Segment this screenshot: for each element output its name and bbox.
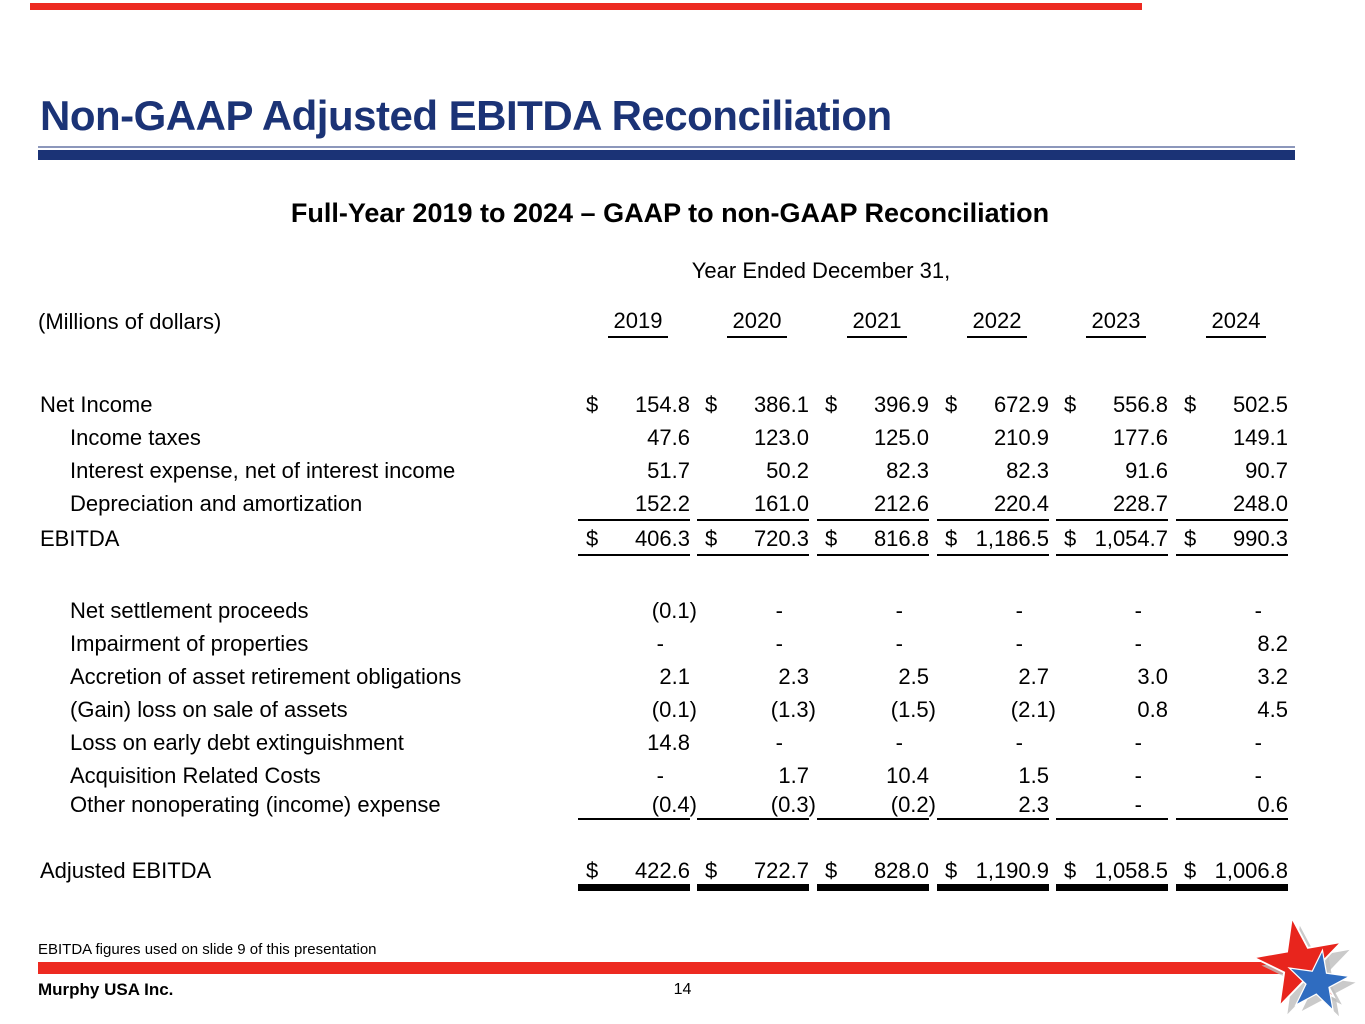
row-label: Net Income (40, 392, 153, 417)
cell-value: 10.4 (886, 763, 929, 788)
dollar-sign: $ (825, 392, 838, 417)
cell-value: - (656, 631, 664, 656)
value-cell (705, 730, 809, 754)
cell-value: 2.3 (778, 664, 809, 689)
value-cell (1176, 792, 1288, 820)
table-row (0, 491, 1365, 521)
dollar-sign: $ (1184, 858, 1197, 883)
year-header-label: 2020 (727, 308, 788, 338)
footer-company: Murphy USA Inc. (38, 980, 174, 999)
cell-value: (0.1) (651, 697, 697, 722)
value-cell (945, 392, 1049, 416)
table-row (0, 458, 1365, 488)
value-cell (1184, 425, 1288, 449)
table-row (0, 730, 1365, 760)
value-cell (705, 763, 809, 787)
cell-value: 828.0 (873, 858, 929, 883)
value-cell (1184, 631, 1288, 655)
dollar-sign: $ (1184, 392, 1197, 417)
value-cell (817, 491, 929, 521)
cell-value: 8.2 (1257, 631, 1288, 656)
cell-value: - (1254, 598, 1262, 623)
year-header-label: 2024 (1206, 308, 1267, 338)
cell-value: 0.8 (1137, 697, 1168, 722)
cell-value: 91.6 (1125, 458, 1168, 483)
cell-value: 990.3 (1232, 526, 1288, 551)
cell-value: 2.7 (1018, 664, 1049, 689)
value-cell (1184, 697, 1288, 721)
value-cell (825, 631, 929, 655)
value-cell (578, 526, 690, 556)
value-cell (586, 458, 690, 482)
cell-value: (1.3) (770, 697, 816, 722)
value-cell (937, 858, 1049, 886)
value-cell (578, 858, 690, 886)
value-cell (1056, 792, 1168, 820)
cell-value: - (775, 631, 783, 656)
value-cell (817, 526, 929, 556)
row-label: Impairment of properties (70, 631, 309, 656)
table-row (0, 392, 1365, 422)
cell-value: 82.3 (886, 458, 929, 483)
cell-value: 14.8 (647, 730, 690, 755)
cell-value: 1.7 (778, 763, 809, 788)
cell-value: - (1134, 631, 1142, 656)
value-cell (1184, 763, 1288, 787)
value-cell (1064, 631, 1168, 655)
value-cell (945, 425, 1049, 449)
cell-value: 0.6 (1257, 792, 1288, 817)
row-label: EBITDA (40, 526, 120, 551)
row-label: Acquisition Related Costs (70, 763, 321, 788)
cell-value: 2.5 (898, 664, 929, 689)
cell-value: - (1015, 598, 1023, 623)
value-cell (586, 763, 690, 787)
cell-value: 90.7 (1245, 458, 1288, 483)
dollar-sign: $ (586, 392, 599, 417)
cell-value: 1,190.9 (975, 858, 1049, 883)
value-cell (586, 730, 690, 754)
value-cell (945, 730, 1049, 754)
dollar-sign: $ (945, 526, 958, 551)
cell-value: 406.3 (634, 526, 690, 551)
value-cell (825, 392, 929, 416)
cell-value: 177.6 (1112, 425, 1168, 450)
cell-value: 722.7 (753, 858, 809, 883)
cell-value: 152.2 (634, 491, 690, 516)
cell-value: - (895, 598, 903, 623)
row-label: Other nonoperating (income) expense (70, 792, 441, 817)
cell-value: 422.6 (634, 858, 690, 883)
value-cell (1064, 458, 1168, 482)
value-cell (705, 392, 809, 416)
dollar-sign: $ (586, 858, 599, 883)
cell-value: 3.2 (1257, 664, 1288, 689)
cell-value: - (775, 730, 783, 755)
value-cell (825, 763, 929, 787)
value-cell (937, 792, 1049, 820)
value-cell (945, 598, 1049, 622)
value-cell (817, 792, 936, 820)
cell-value: - (1015, 631, 1023, 656)
dollar-sign: $ (945, 392, 958, 417)
dollar-sign: $ (705, 858, 718, 883)
cell-value: 212.6 (873, 491, 929, 516)
value-cell (945, 458, 1049, 482)
cell-value: 2.1 (659, 664, 690, 689)
value-cell (1184, 392, 1288, 416)
table-row (0, 664, 1365, 694)
cell-value: 123.0 (753, 425, 809, 450)
dollar-sign: $ (945, 858, 958, 883)
value-cell (705, 631, 809, 655)
dollar-sign: $ (586, 526, 599, 551)
value-cell (1176, 858, 1288, 886)
cell-value: - (1254, 763, 1262, 788)
cell-value: 82.3 (1006, 458, 1049, 483)
value-cell (945, 763, 1049, 787)
dollar-sign: $ (825, 526, 838, 551)
cell-value: 3.0 (1137, 664, 1168, 689)
footnote: EBITDA figures used on slide 9 of this presentation (38, 941, 377, 958)
row-label: Net settlement proceeds (70, 598, 309, 623)
value-cell (945, 697, 1056, 722)
value-cell (705, 697, 816, 722)
value-cell (937, 526, 1049, 556)
dollar-sign: $ (825, 858, 838, 883)
cell-value: (0.1) (651, 598, 697, 623)
cell-value: 4.5 (1257, 697, 1288, 722)
row-label: Interest expense, net of interest income (70, 458, 456, 483)
cell-value: - (1134, 598, 1142, 623)
table-row (0, 526, 1365, 556)
table-row (0, 858, 1365, 888)
dollar-sign: $ (1064, 858, 1077, 883)
value-cell (1056, 858, 1168, 886)
dollar-sign: $ (705, 392, 718, 417)
cell-value: 149.1 (1232, 425, 1288, 450)
value-cell (825, 598, 929, 622)
cell-value: 51.7 (647, 458, 690, 483)
value-cell (578, 491, 690, 521)
year-header-label: 2022 (967, 308, 1028, 338)
cell-value: 816.8 (873, 526, 929, 551)
value-cell (1056, 491, 1168, 521)
cell-value: 248.0 (1232, 491, 1288, 516)
slide-title: Non-GAAP Adjusted EBITDA Reconciliation (40, 92, 892, 139)
value-cell (825, 458, 929, 482)
value-cell (1184, 664, 1288, 688)
cell-value: 1,058.5 (1094, 858, 1168, 883)
year-header-label: 2019 (608, 308, 669, 338)
value-cell (1176, 526, 1288, 556)
cell-value: 502.5 (1232, 392, 1288, 417)
table-row (0, 697, 1365, 727)
dollar-sign: $ (1184, 526, 1197, 551)
cell-value: - (1015, 730, 1023, 755)
cell-value: - (656, 763, 664, 788)
value-cell (697, 491, 809, 521)
value-cell (937, 491, 1049, 521)
table-row (0, 763, 1365, 793)
units-label: (Millions of dollars) (38, 309, 222, 334)
cell-value: 210.9 (993, 425, 1049, 450)
dollar-sign: $ (1064, 392, 1077, 417)
cell-value: 1,186.5 (975, 526, 1049, 551)
cell-value: (0.3) (770, 792, 816, 817)
value-cell (697, 526, 809, 556)
value-cell (825, 664, 929, 688)
value-cell (1064, 697, 1168, 721)
cell-value: - (1134, 730, 1142, 755)
value-cell (586, 664, 690, 688)
cell-value: 1.5 (1018, 763, 1049, 788)
row-label: Accretion of asset retirement obligations (70, 664, 462, 689)
cell-value: 720.3 (753, 526, 809, 551)
table-title: Full-Year 2019 to 2024 – GAAP to non-GAAP Reconciliation (290, 198, 1050, 228)
value-cell (705, 458, 809, 482)
row-label: Loss on early debt extinguishment (70, 730, 404, 755)
value-cell (945, 631, 1049, 655)
value-cell (1064, 598, 1168, 622)
value-cell (586, 598, 697, 623)
cell-value: (2.1) (1010, 697, 1056, 722)
cell-value: 1,006.8 (1214, 858, 1288, 883)
value-cell (705, 664, 809, 688)
cell-value: - (895, 631, 903, 656)
cell-value: 47.6 (647, 425, 690, 450)
value-cell (578, 792, 697, 820)
bottom-accent-bar (38, 962, 1283, 974)
value-cell (1064, 392, 1168, 416)
value-cell (1184, 598, 1288, 622)
value-cell (586, 697, 697, 722)
cell-value: 1,054.7 (1094, 526, 1168, 551)
dollar-sign: $ (1064, 526, 1077, 551)
value-cell (1064, 664, 1168, 688)
cell-value: (0.2) (890, 792, 936, 817)
value-cell (697, 858, 809, 886)
table-caption: Year Ended December 31, (691, 258, 951, 283)
value-cell (586, 425, 690, 449)
year-header-label: 2021 (847, 308, 908, 338)
row-label: Income taxes (70, 425, 201, 450)
value-cell (1184, 730, 1288, 754)
value-cell (586, 631, 690, 655)
cell-value: - (775, 598, 783, 623)
cell-value: 154.8 (634, 392, 690, 417)
table-row (0, 598, 1365, 628)
value-cell (1176, 491, 1288, 521)
cell-value: (1.5) (890, 697, 936, 722)
value-cell (1064, 730, 1168, 754)
cell-value: 556.8 (1112, 392, 1168, 417)
table-row (0, 425, 1365, 455)
value-cell (825, 730, 929, 754)
cell-value: 50.2 (766, 458, 809, 483)
value-cell (825, 697, 936, 722)
value-cell (945, 664, 1049, 688)
row-label: Adjusted EBITDA (40, 858, 212, 883)
cell-value: 396.9 (873, 392, 929, 417)
cell-value: 220.4 (993, 491, 1049, 516)
cell-value: - (1134, 792, 1142, 817)
cell-value: - (1134, 763, 1142, 788)
row-label: (Gain) loss on sale of assets (70, 697, 348, 722)
value-cell (1056, 526, 1168, 556)
value-cell (825, 425, 929, 449)
value-cell (705, 598, 809, 622)
cell-value: - (895, 730, 903, 755)
value-cell (1184, 458, 1288, 482)
value-cell (586, 392, 690, 416)
value-cell (705, 425, 809, 449)
cell-value: (0.4) (651, 792, 697, 817)
page-number: 14 (673, 981, 692, 998)
table-row (0, 792, 1365, 822)
value-cell (1064, 425, 1168, 449)
cell-value: 125.0 (873, 425, 929, 450)
cell-value: - (1254, 730, 1262, 755)
cell-value: 386.1 (753, 392, 809, 417)
value-cell (817, 858, 929, 886)
row-label: Depreciation and amortization (70, 491, 363, 516)
cell-value: 161.0 (753, 491, 809, 516)
cell-value: 2.3 (1018, 792, 1049, 817)
table-row (0, 631, 1365, 661)
cell-value: 672.9 (993, 392, 1049, 417)
cell-value: 228.7 (1112, 491, 1168, 516)
murphy-usa-star-logo-icon (1246, 916, 1364, 1024)
value-cell (697, 792, 816, 820)
value-cell (1064, 763, 1168, 787)
year-header-label: 2023 (1086, 308, 1147, 338)
dollar-sign: $ (705, 526, 718, 551)
